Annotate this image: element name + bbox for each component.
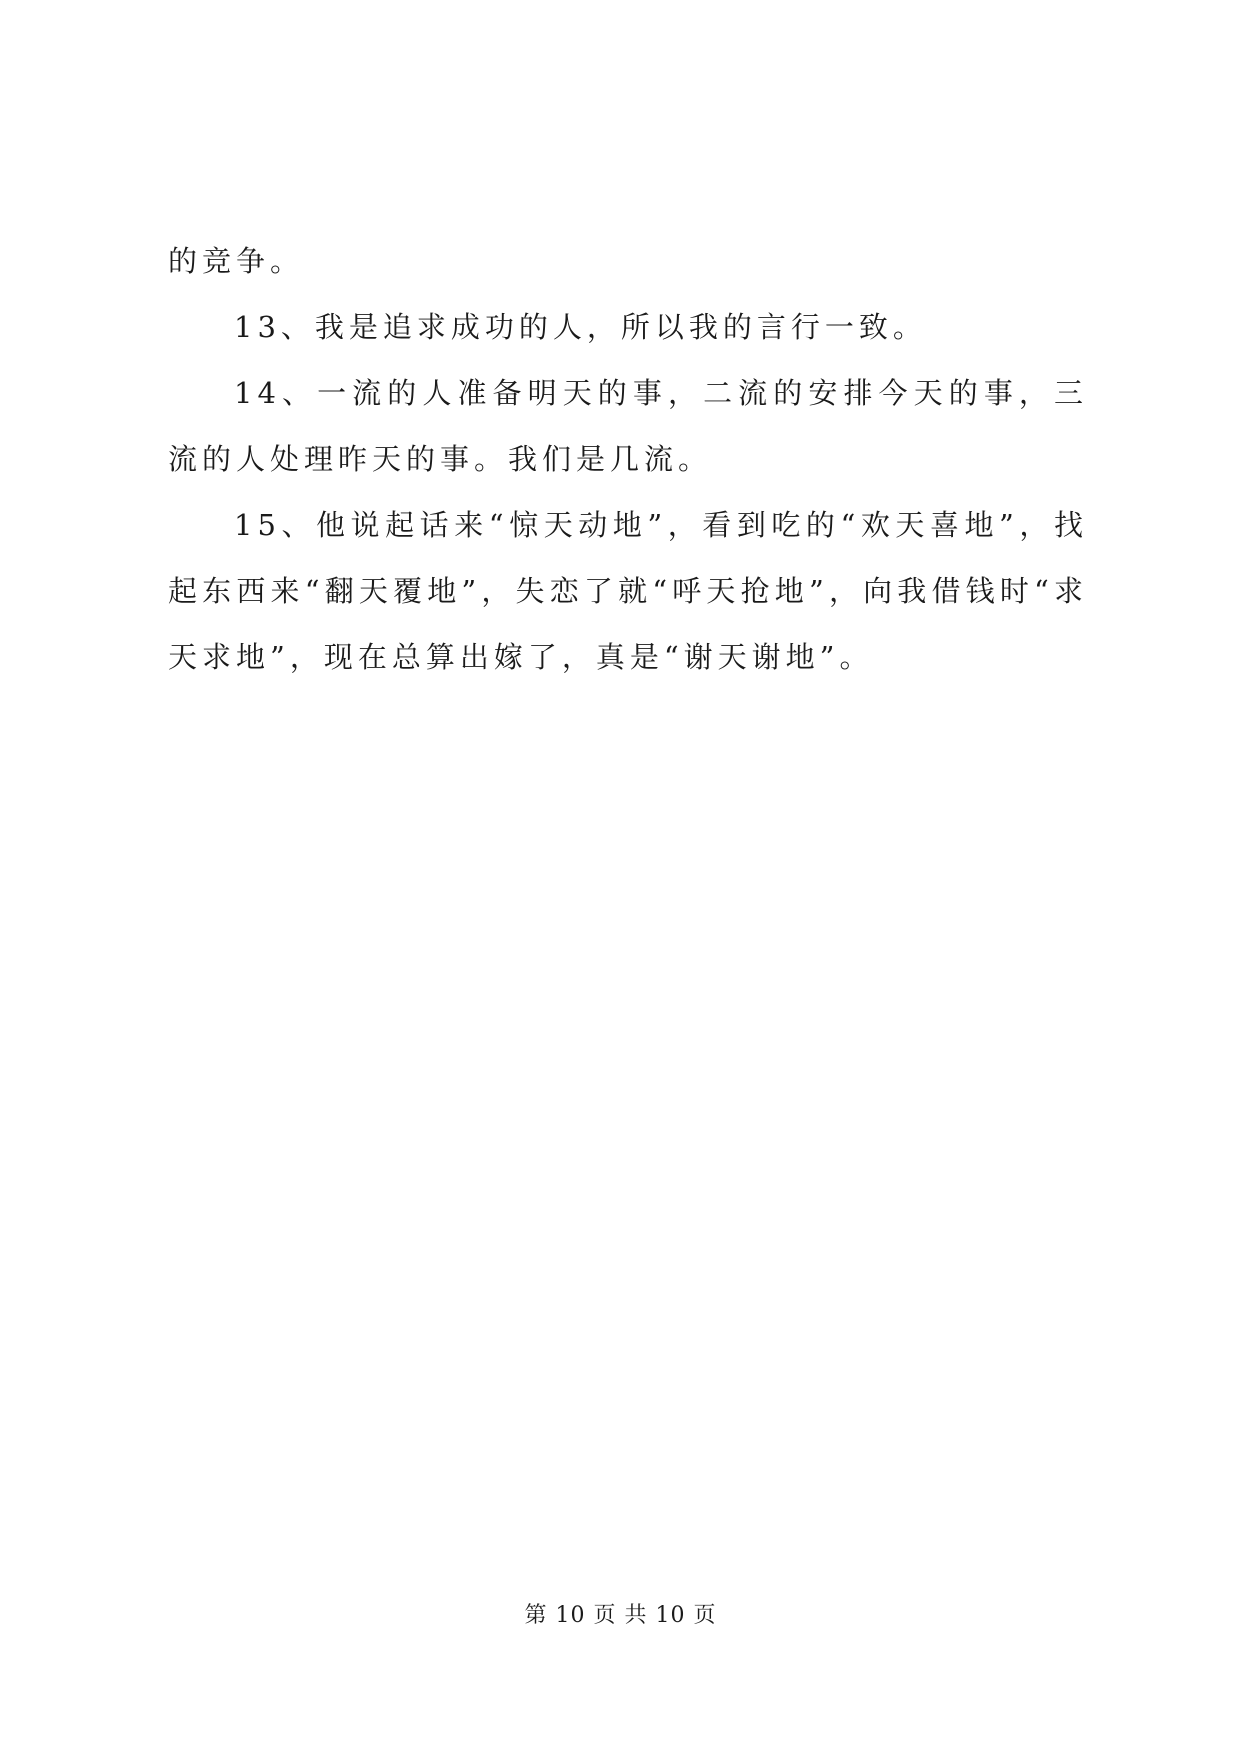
paragraph-continuation: 的竞争。 [168,244,305,278]
paragraph-item-14: 14、一流的人准备明天的事，二流的安排今天的事，三流的人处理昨天的事。我们是几流。 [168,376,1088,476]
document-body [168,228,1088,690]
paragraph-item-13: 13、我是追求成功的人，所以我的言行一致。 [234,310,927,344]
page-number-footer: 第 10 页 共 10 页 [524,1603,717,1628]
paragraph-item-15: 15、他说起话来“惊天动地”，看到吃的“欢天喜地”，找起东西来“翻天覆地”，失恋了就“呼天抢地”，向我借钱时“求天求地”，现在总算出嫁了，真是“谢天谢地”。 [168,508,1088,674]
